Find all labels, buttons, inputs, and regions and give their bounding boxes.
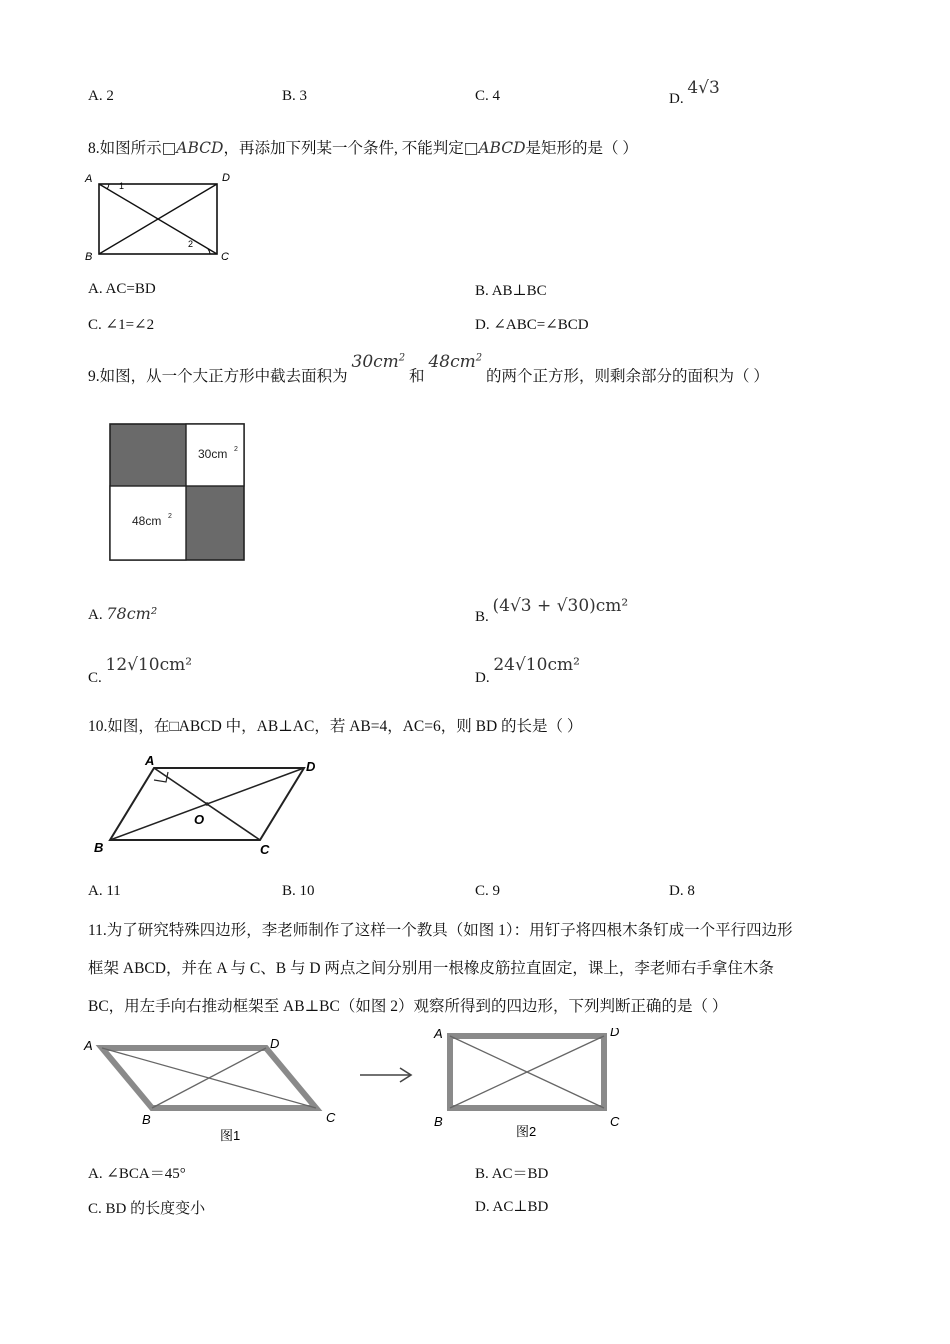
parallelogram-symbol: □ABCD (463, 139, 526, 157)
q8-option-b (475, 281, 547, 300)
stem-text: 的两个正方形，则剩余部分的面积为（ ） (485, 368, 769, 385)
q10-option-a (88, 883, 121, 900)
option-letter: B. (282, 88, 296, 104)
q11-figures (80, 1028, 640, 1150)
option-text: 2 (106, 88, 114, 104)
vertex-label-a: A (85, 173, 93, 185)
q7-option-d (669, 78, 720, 107)
q9-option-a (88, 604, 157, 624)
option-math: 4√3 (687, 78, 720, 98)
q9-option-b (475, 596, 629, 625)
parallelogram-symbol: □ABCD (161, 139, 224, 157)
q9-stem (88, 350, 769, 385)
stem-text: 8.如图所示 (88, 140, 162, 157)
q10-parallelogram-figure (88, 748, 338, 860)
area2-value: 48cm (428, 352, 476, 372)
vertex-label-a: A (434, 1028, 443, 1041)
option-math: (4√3 + √30)cm² (492, 596, 629, 616)
stem-text: ，再添加下列某一个条件, 不能判定 (223, 140, 464, 157)
square-superscript: 2 (398, 352, 406, 364)
q7-option-c (475, 88, 500, 105)
option-math: 12√10cm² (105, 655, 193, 675)
option-text: AC=BD (105, 281, 156, 297)
option-text: AC＝BD (491, 1166, 549, 1182)
option-letter: A. (88, 883, 103, 899)
vertex-label-c: C (221, 251, 229, 263)
vertex-label-d: D (306, 759, 316, 774)
square-superscript: 2 (475, 352, 483, 364)
stem-text: 和 (409, 368, 425, 385)
label-superscript: 2 (168, 513, 172, 520)
option-letter: C. (88, 670, 102, 686)
vertex-label-b: B (434, 1114, 443, 1129)
option-text: AC⊥BD (492, 1199, 549, 1215)
q9-option-d (475, 655, 580, 686)
center-point-o (205, 802, 209, 806)
vertex-label-a: A (145, 753, 155, 768)
figure-1-parallelogram (83, 1036, 336, 1143)
option-math: 78cm² (106, 604, 158, 623)
option-math: 24√10cm² (493, 655, 580, 675)
shaded-region-bottom-right (186, 486, 244, 560)
q8-option-c (88, 315, 154, 334)
option-text: 9 (492, 883, 501, 899)
option-text: ∠ABC=∠BCD (493, 317, 589, 333)
q10-option-c (475, 883, 500, 900)
figure-2-caption: 图2 (516, 1124, 537, 1139)
option-letter: A. (88, 607, 103, 623)
vertex-label-c: C (610, 1114, 620, 1129)
q7-option-a (88, 88, 114, 105)
stem-text: 9.如图，从一个大正方形中截去面积为 (88, 368, 348, 385)
option-text: 3 (299, 88, 308, 104)
q9-squares-figure (104, 420, 250, 566)
option-letter: A. (88, 88, 103, 104)
q10-option-d (669, 883, 695, 900)
figure-1-caption: 图1 (220, 1128, 241, 1143)
option-text: 10 (299, 883, 315, 899)
right-arrow-icon (360, 1068, 411, 1082)
label-superscript: 2 (234, 446, 238, 453)
vertex-label-b: B (94, 840, 104, 855)
option-letter: B. (282, 883, 296, 899)
q11-option-d (475, 1197, 548, 1216)
option-letter: C. (88, 317, 102, 333)
q10-stem: 10.如图，在□ABCD 中，AB⊥AC，若 AB=4，AC=6，则 BD 的长是（ ） (88, 718, 583, 735)
option-letter: D. (475, 1199, 490, 1215)
point-label-o: O (194, 812, 205, 827)
q7-option-b (282, 88, 307, 105)
q9-option-c (88, 655, 193, 686)
option-letter: A. (88, 281, 103, 297)
option-text: ∠1=∠2 (105, 317, 155, 333)
option-letter: A. (88, 1166, 103, 1182)
vertex-label-c: C (260, 842, 270, 857)
band-bd (152, 1048, 266, 1108)
q11-stem-line-3: BC，用左手向右推动框架至 AB⊥BC（如图 2）观察所得到的四边形，下列判断正确的是（ ） (88, 998, 728, 1015)
option-text: 8 (687, 883, 695, 899)
angle1-label: 1 (119, 181, 125, 191)
option-letter: C. (88, 1201, 102, 1217)
q11-option-b (475, 1162, 548, 1183)
vertex-label-d: D (270, 1036, 280, 1051)
q11-stem-line-2: 框架 ABCD，并在 A 与 C、B 与 D 两点之间分别用一根橡皮筋拉直固定，课上，李老师右手拿住木条 (88, 960, 774, 977)
area2-expression (428, 352, 482, 372)
shaded-region-top-left (110, 424, 186, 486)
q8-stem (88, 136, 638, 158)
q10-option-b (282, 883, 315, 900)
area1-value: 30cm (351, 352, 399, 372)
vertex-label-b: B (142, 1112, 151, 1127)
option-text: 11 (106, 883, 121, 899)
q11-option-a (88, 1162, 186, 1183)
option-letter: C. (475, 883, 489, 899)
q8-option-d (475, 315, 589, 334)
label-30cm: 30cm (198, 447, 228, 461)
option-letter: B. (475, 609, 489, 625)
stem-text: 是矩形的是（ ） (525, 140, 638, 157)
area1-expression (352, 352, 406, 372)
option-text: AB⊥BC (491, 283, 547, 299)
q11-stem-line-1: 11.为了研究特殊四边形，李老师制作了这样一个教具（如图 1）：用钉子将四根木条钉成一个平行四边形 (88, 922, 793, 939)
option-text: 4 (492, 88, 501, 104)
q8-rectangle-figure (82, 168, 242, 264)
vertex-label-b: B (85, 251, 93, 263)
option-letter: D. (669, 91, 684, 107)
label-48cm: 48cm (132, 514, 162, 528)
option-letter: D. (475, 670, 490, 686)
option-letter: B. (475, 283, 489, 299)
vertex-label-d: D (610, 1028, 620, 1039)
figure-2-rectangle (433, 1028, 620, 1139)
option-letter: B. (475, 1166, 489, 1182)
option-text: BD 的长度变小 (105, 1201, 206, 1217)
vertex-label-a: A (84, 1038, 93, 1053)
option-letter: D. (475, 317, 490, 333)
angle2-label: 2 (188, 239, 194, 249)
option-letter: D. (669, 883, 684, 899)
option-text: ∠BCA＝45° (106, 1166, 186, 1182)
q11-option-c (88, 1197, 205, 1218)
vertex-label-c: C (326, 1110, 336, 1125)
option-letter: C. (475, 88, 489, 104)
vertex-label-d: D (222, 172, 230, 184)
q8-option-a (88, 281, 156, 298)
